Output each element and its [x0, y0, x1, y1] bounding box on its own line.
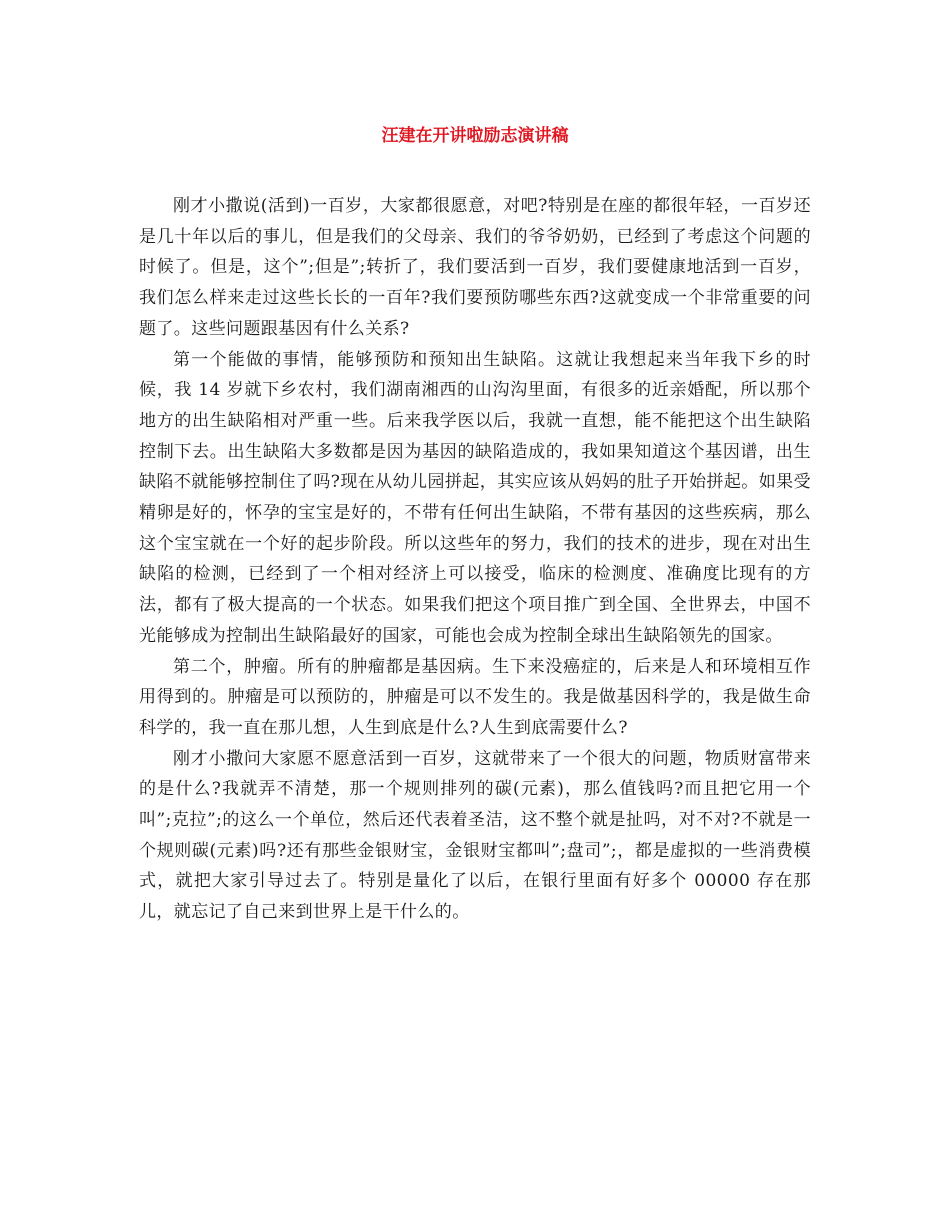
- paragraph-1: 刚才小撒说(活到)一百岁，大家都很愿意，对吧?特别是在座的都很年轻，一百岁还是几十年以后的事儿，但是我们的父母亲、我们的爷爷奶奶，已经到了考虑这个问题的时候了。但是，这个”;但是”;转折了，我们要活到一百岁，我们要健康地活到一百岁，我们怎么样来走过这些长长的一百年?我们要预防哪些东西?这就变成一个非常重要的问题了。这些问题跟基因有什么关系?: [139, 196, 811, 339]
- document-title: 汪建在开讲啦励志演讲稿: [381, 126, 569, 146]
- paragraph-4: 刚才小撒问大家愿不愿意活到一百岁，这就带来了一个很大的问题，物质财富带来的是什么?我就弄不清楚，那一个规则排列的碳(元素)，那么值钱吗?而且把它用一个叫”;克拉”;的这么一个单位，然后还代表着圣洁，这不整个就是扯吗，对不对?不就是一个规则碳(元素)吗?还有那些金银财宝，金银财宝都叫”;盘司”;，都是虚拟的一些消费模式，就把大家引导过去了。特别是量化了以后，在银行里面有好多个 00000 存在那儿，就忘记了自己来到世界上是干什么的。: [139, 748, 811, 923]
- paragraph-2: 第一个能做的事情，能够预防和预知出生缺陷。这就让我想起来当年我下乡的时候，我 14 岁就下乡农村，我们湖南湘西的山沟沟里面，有很多的近亲婚配，所以那个地方的出生缺陷相对严重一些。后来我学医以后，我就一直想，能不能把这个出生缺陷控制下去。出生缺陷大多数都是因为基因的缺陷造成的，我如果知道这个基因谱，出生缺陷不就能够控制住了吗?现在从幼儿园拼起，其实应该从妈妈的肚子开始拼起。如果受精卵是好的，怀孕的宝宝是好的，不带有任何出生缺陷，不带有基因的这些疾病，那么这个宝宝就在一个好的起步阶段。所以这些年的努力，我们的技术的进步，现在对出生缺陷的检测，已经到了一个相对经济上可以接受，临床的检测度、准确度比现有的方法，都有了极大提高的一个状态。如果我们把这个项目推广到全国、全世界去，中国不光能够成为控制出生缺陷最好的国家，可能也会成为控制全球出生缺陷领先的国家。: [139, 349, 811, 646]
- document-body: [139, 191, 811, 928]
- paragraph-3: 第二个，肿瘤。所有的肿瘤都是基因病。生下来没癌症的，后来是人和环境相互作用得到的。肿瘤是可以预防的，肿瘤是可以不发生的。我是做基因科学的，我是做生命科学的，我一直在那儿想，人生到底是什么?人生到底需要什么?: [139, 656, 811, 738]
